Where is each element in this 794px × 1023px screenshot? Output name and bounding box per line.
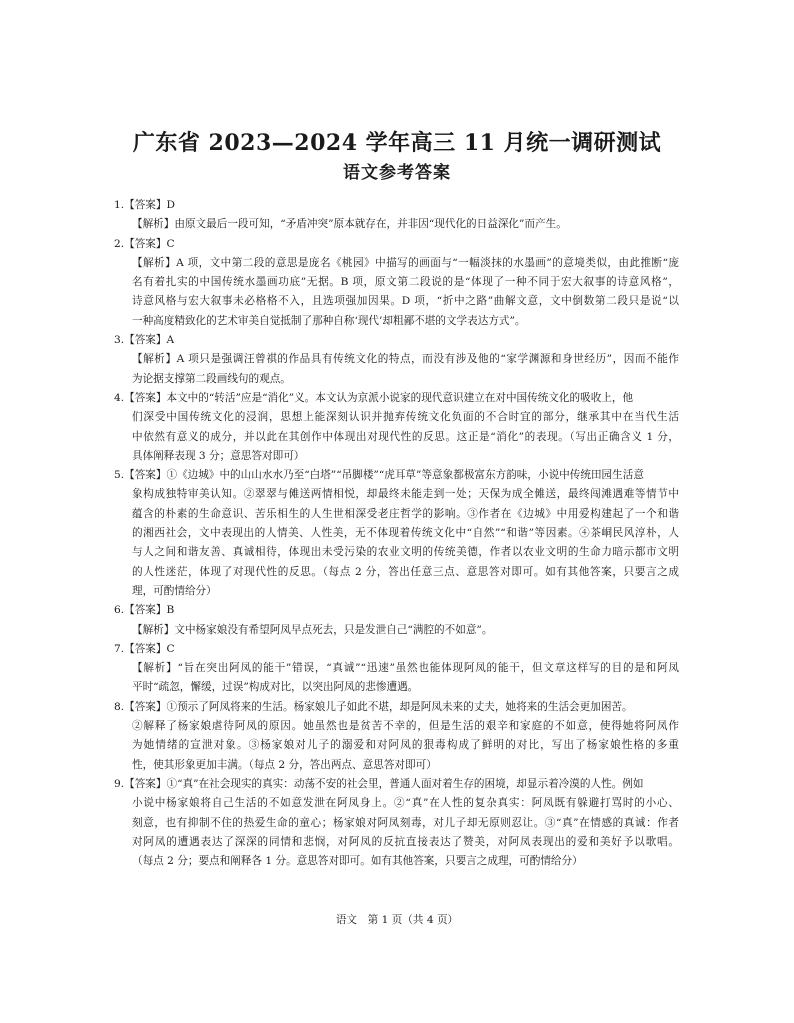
answer-text-line: 们深受中国传统文化的浸润，思想上能深刻认识并抛弃传统文化负面的不合时宜的部分，继承其中在当代生活 xyxy=(132,411,679,424)
answer-item xyxy=(114,389,679,466)
answer-item xyxy=(114,466,679,601)
answer-item xyxy=(114,196,679,235)
answer-text-line: 与人之间和谐友善、真诚相待，体现出未受污染的农业文明的传统美德，作者以农业文明的生命力暗示都市文明 xyxy=(132,546,679,559)
answer-item xyxy=(114,331,679,389)
answer-text-line: 【解析】由原文最后一段可知，“矛盾冲突”原本就存在，并非因“现代化的日益深化”而产生。 xyxy=(132,218,567,231)
answer-heading: 4.【答案】本文中的“转活”应是“消化”义。本文认为京派小说家的现代意识建立在对中国传统文化的吸收上，他 xyxy=(114,391,634,404)
answer-text-line: 【解析】A 项只是强调汪曾祺的作品具有传统文化的特点，而没有涉及他的“家学渊源和身世经历”，因而不能作 xyxy=(132,353,679,366)
answer-text-line: 性，使其形象更加丰满。（每点 2 分，答出两点、意思答对即可） xyxy=(132,758,437,771)
answer-text-line: ②解释了杨家娘虐待阿凤的原因。她虽然也是贫苦不幸的，但是生活的艰辛和家庭的不如意，使得她将阿凤作 xyxy=(132,720,679,733)
document-title: 广东省 2023—2024 学年高三 11 月统一调研测试 xyxy=(132,130,662,156)
answer-text-line: 【解析】A 项，文中第二段的意思是庞名《桃园》中描写的画面与“一幅淡抹的水墨画”的意境类似，由此推断“庞 xyxy=(132,256,679,269)
answer-text-line: 【解析】文中杨家娘没有希望阿凤早点死去，只是发泄自己“满腔的不如意”。 xyxy=(132,623,493,636)
answer-heading: 5.【答案】①《边城》中的山山水水乃至“白塔”“吊脚楼”“虎耳草”等意象都极富东方韵味，小说中传统田园生活意 xyxy=(114,469,644,482)
answer-text-line: 的湘西社会，文中表现出的人情美、人性美，无不体现着传统文化中“自然”“和谐”等因素。④茶峒民风淳朴，人 xyxy=(132,527,679,540)
answer-text-line: 为她情绪的宣泄对象。③杨家娘对儿子的溺爱和对阿凤的狠毒构成了鲜明的对比，写出了杨家娘性格的多重 xyxy=(132,739,679,752)
answer-text-line: 诗意风格与宏大叙事未必格格不入，且选项强加因果。D 项，“折中之路”曲解文意，文中倒数第二段只是说“以 xyxy=(132,295,679,308)
answer-item xyxy=(114,775,679,871)
answer-heading: 1.【答案】D xyxy=(114,199,175,211)
answer-heading: 7.【答案】C xyxy=(114,642,175,655)
answer-text-line: 中依然有意义的成分，并以此在其创作中体现出对现代性的反思。这正是“消化”的表现。（写出正确含义 1 分， xyxy=(132,430,679,443)
answer-text-line: 刻意，也有抑制不住的热爱生命的童心；杨家娘对阿凤刻毒，对儿子却无原则忍让。③“真”在情感的真诚：作者 xyxy=(132,816,679,829)
answer-text-line: 的人性迷茫，体现了对现代性的反思。（每点 2 分，答出任意三点、意思答对即可。如有其他答案，只要言之成 xyxy=(132,565,679,578)
answer-text-line: 象构成独特审美认知。②翠翠与傩送两情相悦，却最终未能走到一处；天保为成全傩送，最终闯滩遇难等情节中 xyxy=(132,488,679,501)
answer-item xyxy=(114,601,679,640)
page-footer: 语文 第 1 页（共 4 页） xyxy=(335,914,459,926)
answer-heading: 8.【答案】①预示了阿凤将来的生活。杨家娘儿子如此不堪，却是阿凤未来的丈夫，她将来的生活会更加困苦。 xyxy=(114,700,633,713)
answer-heading: 3.【答案】A xyxy=(114,334,175,347)
answer-list xyxy=(114,196,679,871)
answer-heading: 2.【答案】C xyxy=(114,237,175,250)
answer-item xyxy=(114,235,679,331)
answer-text-line: 小说中杨家娘将自己生活的不如意发泄在阿凤身上。②“真”在人性的复杂真实：阿凤既有躲避打骂时的小心、 xyxy=(132,797,679,810)
answer-text-line: 名有着扎实的中国传统水墨画功底”无据。B 项，原文第二段说的是“体现了一种不同于宏大叙事的诗意风格”， xyxy=(132,276,679,289)
answer-text-line: 为论据支撑第二段画线句的观点。 xyxy=(132,372,291,385)
answer-text-line: 平时“疏忽，懈缓，过误”构成对比，以突出阿凤的悲惨遭遇。 xyxy=(132,681,419,694)
answer-text-line: 一种高度精致化的艺术审美自觉抵制了那种自称‘现代’却粗鄙不堪的文学表达方式”。 xyxy=(132,314,526,327)
answer-text-line: 理，可酌情给分） xyxy=(132,584,217,597)
answer-text-line: 【解析】“旨在突出阿凤的能干”错误，“真诚”“迅速”虽然也能体现阿凤的能干，但文章这样写的目的是和阿凤 xyxy=(132,662,679,675)
answer-text-line: 对阿凤的遭遇表达了深深的同情和悲悯，对阿凤的反抗直接表达了赞美，对阿凤表现出的爱和美好予以歌唱。 xyxy=(132,835,679,848)
answer-heading: 9.【答案】①“真”在社会现实的真实：动荡不安的社会里，普通人面对着生存的困境，却显示着冷漠的人性。例如 xyxy=(114,777,644,790)
document-subtitle: 语文参考答案 xyxy=(343,163,451,183)
answer-heading: 6.【答案】B xyxy=(114,604,175,617)
answer-text-line: 蕴含的朴素的生命意识、苦乐相生的人生世相深受老庄哲学的影响。③作者在《边城》中用爱构建起了一个和谐 xyxy=(132,507,679,520)
answer-text-line: 具体阐释表现 3 分；意思答对即可） xyxy=(132,449,305,462)
answer-item xyxy=(114,640,679,698)
answer-text-line: （每点 2 分；要点和阐释各 1 分。意思答对即可。如有其他答案，只要言之成理，可酌情给分） xyxy=(132,855,583,868)
answer-item xyxy=(114,698,679,775)
